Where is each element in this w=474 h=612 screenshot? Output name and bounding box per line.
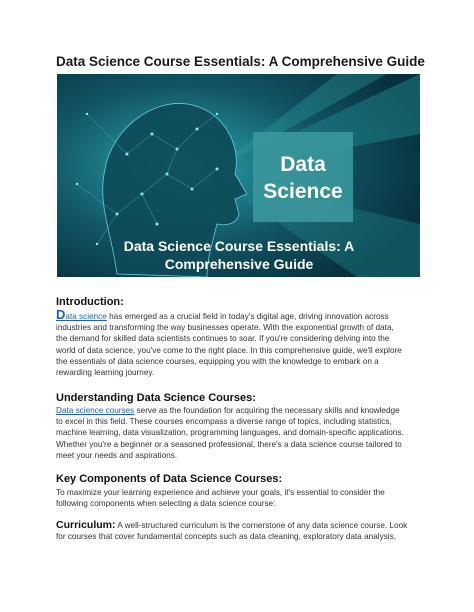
- curriculum-line: for courses that cover fundamental concepts such as data cleaning, exploratory data analysis,: [56, 532, 396, 542]
- components-line: To maximize your learning experience and achieve your goals, it's essential to consider the: [56, 488, 385, 497]
- hero-heading-line2: Science: [263, 180, 343, 203]
- intro-first-line: [56, 307, 428, 322]
- intro-line: industries and transforming the way businesses operate. With the exponential growth of data,: [56, 323, 394, 333]
- curriculum-label: Curriculum:: [56, 519, 116, 531]
- curriculum-first-line: [56, 520, 428, 531]
- hero-illustration: [57, 74, 420, 277]
- data-science-courses-link[interactable]: Data science courses: [56, 406, 135, 415]
- understanding-heading: Understanding Data Science Courses:: [56, 392, 256, 404]
- curriculum-line-text: A well-structured curriculum is the cornerstone of any data science course. Look: [115, 521, 408, 530]
- components-line: following components when selecting a data science course:: [56, 499, 276, 509]
- hero-heading-line1: Data: [280, 153, 326, 176]
- intro-line: world of data science, you've come to the right place. In this comprehensive guide, we'll explore: [56, 345, 402, 355]
- understanding-line-text: serve as the foundation for acquiring the necessary skills and knowledge: [134, 406, 400, 415]
- data-science-link[interactable]: ata science: [65, 312, 107, 321]
- intro-line: the demand for skilled data scientists continues to soar. If you're considering delving into the: [56, 334, 390, 344]
- intro-paragraph: [56, 307, 428, 378]
- intro-heading: Introduction:: [56, 296, 124, 308]
- hero-caption-line1: Data Science Course Essentials: A: [123, 238, 355, 254]
- understanding-line: meet your needs and aspirations.: [56, 450, 178, 460]
- hero-caption-line2: Comprehensive Guide: [164, 256, 314, 272]
- intro-line-text: has emerged as a crucial field in today's digital age, driving innovation across: [106, 312, 389, 321]
- curriculum-paragraph: [56, 520, 428, 542]
- understanding-line: machine learning, data visualization, programming languages, and domain-specific applications.: [56, 428, 404, 438]
- intro-line: rewarding learning journey.: [56, 368, 155, 378]
- title-panel: [253, 132, 353, 222]
- intro-line: the essentials of data science courses, equipping you with the knowledge to embark on a: [56, 356, 379, 366]
- understanding-paragraph: [56, 405, 428, 461]
- hero-image: [57, 74, 420, 277]
- understanding-first-line: [56, 405, 428, 416]
- intro-dropcap-link[interactable]: D: [56, 307, 66, 322]
- understanding-line: to excel in this field. These courses encompass a diverse range of topics, including statistics,: [56, 417, 392, 427]
- components-paragraph: [56, 487, 428, 509]
- understanding-line: Whether you're a beginner or a seasoned professional, there's a data science course tailored to: [56, 439, 402, 449]
- components-heading: Key Components of Data Science Courses:: [56, 473, 283, 485]
- page-title: Data Science Course Essentials: A Comprehensive Guide: [56, 54, 425, 69]
